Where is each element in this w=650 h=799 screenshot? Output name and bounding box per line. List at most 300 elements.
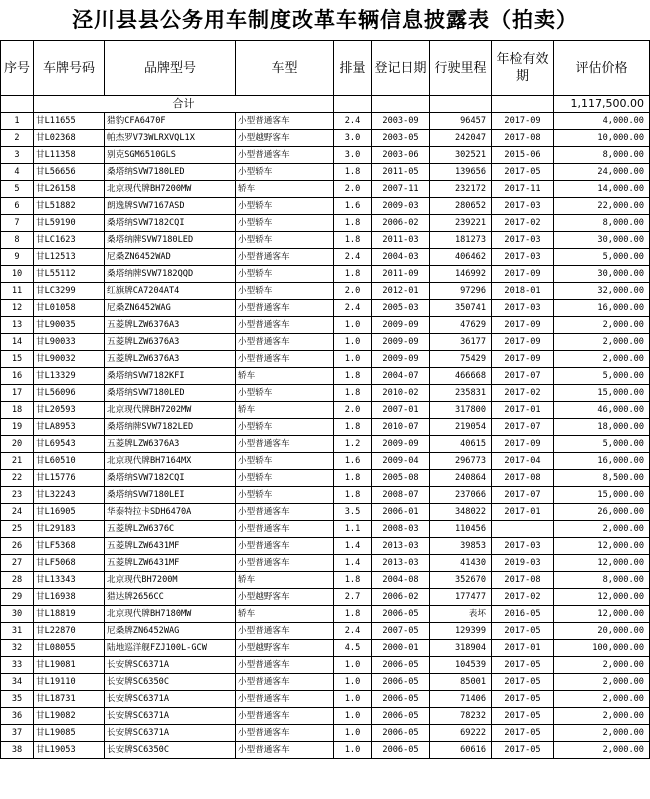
cell-plate: 甘L18819: [34, 606, 105, 623]
cell-model: 五菱牌LZW6376A3: [105, 351, 236, 368]
cell-price: 16,000.00: [554, 300, 650, 317]
cell-reg-date: 2006-05: [372, 742, 430, 759]
cell-type: 小型轿车: [236, 283, 334, 300]
cell-type: 轿车: [236, 181, 334, 198]
cell-price: 24,000.00: [554, 164, 650, 181]
cell-price: 15,000.00: [554, 385, 650, 402]
cell-price: 2,000.00: [554, 351, 650, 368]
cell-type: 轿车: [236, 572, 334, 589]
table-row: [1, 232, 650, 249]
cell-inspection: 2017-01: [492, 504, 554, 521]
cell-mileage: 71406: [430, 691, 492, 708]
cell-inspection: 2017-01: [492, 402, 554, 419]
table-row: [1, 419, 650, 436]
cell-index: 35: [1, 691, 34, 708]
cell-plate: 甘L11655: [34, 113, 105, 130]
table-row: [1, 402, 650, 419]
cell-mileage: 78232: [430, 708, 492, 725]
cell-inspection: 2017-08: [492, 130, 554, 147]
cell-inspection: 2017-09: [492, 436, 554, 453]
cell-mileage: 69222: [430, 725, 492, 742]
cell-type: 小型轿车: [236, 198, 334, 215]
cell-plate: 甘L16905: [34, 504, 105, 521]
cell-model: 尼桑ZN6452WAD: [105, 249, 236, 266]
cell-price: 12,000.00: [554, 589, 650, 606]
cell-displacement: 1.1: [334, 521, 372, 538]
cell-index: 15: [1, 351, 34, 368]
cell-mileage: 60616: [430, 742, 492, 759]
cell-plate: 甘L55112: [34, 266, 105, 283]
cell-mileage: 75429: [430, 351, 492, 368]
cell-reg-date: 2013-03: [372, 538, 430, 555]
cell-mileage: 317800: [430, 402, 492, 419]
cell-reg-date: 2003-09: [372, 113, 430, 130]
cell-inspection: 2017-03: [492, 198, 554, 215]
cell-index: 12: [1, 300, 34, 317]
cell-reg-date: 2008-07: [372, 487, 430, 504]
cell-index: 11: [1, 283, 34, 300]
cell-price: 12,000.00: [554, 538, 650, 555]
cell-type: 小型普通客车: [236, 521, 334, 538]
table-row: [1, 249, 650, 266]
table-row: [1, 657, 650, 674]
cell-mileage: 181273: [430, 232, 492, 249]
cell-displacement: 1.0: [334, 351, 372, 368]
cell-plate: 甘L51882: [34, 198, 105, 215]
cell-price: 2,000.00: [554, 708, 650, 725]
cell-reg-date: 2004-08: [372, 572, 430, 589]
cell-plate: 甘L18731: [34, 691, 105, 708]
cell-model: 桑塔纳SVW7182CQI: [105, 215, 236, 232]
cell-model: 北京现代牌BH7200MW: [105, 181, 236, 198]
cell-mileage: 139656: [430, 164, 492, 181]
cell-index: 21: [1, 453, 34, 470]
cell-index: 27: [1, 555, 34, 572]
cell-type: 小型轿车: [236, 419, 334, 436]
cell-price: 14,000.00: [554, 181, 650, 198]
cell-inspection: 2017-08: [492, 572, 554, 589]
cell-price: 8,000.00: [554, 215, 650, 232]
cell-mileage: 177477: [430, 589, 492, 606]
cell-type: 小型轿车: [236, 470, 334, 487]
table-row: [1, 266, 650, 283]
cell-type: 小型普通客车: [236, 147, 334, 164]
cell-type: 小型越野客车: [236, 130, 334, 147]
cell-inspection: 2017-09: [492, 351, 554, 368]
cell-plate: 甘LF5068: [34, 555, 105, 572]
cell-model: 桑塔纳SVW7182KFI: [105, 368, 236, 385]
cell-index: 37: [1, 725, 34, 742]
cell-plate: 甘L60510: [34, 453, 105, 470]
cell-price: 2,000.00: [554, 657, 650, 674]
cell-reg-date: 2009-09: [372, 436, 430, 453]
cell-price: 2,000.00: [554, 691, 650, 708]
cell-index: 25: [1, 521, 34, 538]
cell-inspection: 2017-05: [492, 742, 554, 759]
cell-mileage: 129399: [430, 623, 492, 640]
cell-inspection: 2017-05: [492, 657, 554, 674]
cell-reg-date: 2006-02: [372, 215, 430, 232]
cell-type: 小型轿车: [236, 487, 334, 504]
cell-model: 桑塔纳牌SVW7180LED: [105, 232, 236, 249]
cell-type: 小型普通客车: [236, 538, 334, 555]
cell-inspection: 2017-08: [492, 470, 554, 487]
table-row: [1, 300, 650, 317]
cell-mileage: 96457: [430, 113, 492, 130]
cell-displacement: 1.0: [334, 725, 372, 742]
header-row: [1, 41, 650, 96]
cell-reg-date: 2000-01: [372, 640, 430, 657]
cell-plate: 甘L19053: [34, 742, 105, 759]
cell-mileage: 302521: [430, 147, 492, 164]
cell-model: 帕杰罗V73WLRXVQL1X: [105, 130, 236, 147]
cell-displacement: 2.0: [334, 283, 372, 300]
table-row: [1, 283, 650, 300]
cell-inspection: 2017-11: [492, 181, 554, 198]
cell-mileage: 36177: [430, 334, 492, 351]
cell-inspection: 2017-07: [492, 487, 554, 504]
cell-mileage: 280652: [430, 198, 492, 215]
cell-model: 五菱牌LZW6376C: [105, 521, 236, 538]
cell-model: 猎达牌2656CC: [105, 589, 236, 606]
cell-index: 2: [1, 130, 34, 147]
cell-model: 五菱牌LZW6376A3: [105, 436, 236, 453]
cell-mileage: 296773: [430, 453, 492, 470]
cell-displacement: 1.0: [334, 691, 372, 708]
cell-price: 2,000.00: [554, 317, 650, 334]
cell-price: 5,000.00: [554, 436, 650, 453]
cell-type: 轿车: [236, 368, 334, 385]
table-row: [1, 623, 650, 640]
table-row: [1, 368, 650, 385]
cell-price: 10,000.00: [554, 130, 650, 147]
cell-type: 小型普通客车: [236, 657, 334, 674]
table-row: [1, 606, 650, 623]
cell-price: 30,000.00: [554, 232, 650, 249]
cell-price: 2,000.00: [554, 334, 650, 351]
cell-model: 长安牌SC6350C: [105, 742, 236, 759]
header-price: 评估价格: [554, 41, 650, 96]
table-row: [1, 742, 650, 759]
cell-displacement: 2.4: [334, 623, 372, 640]
cell-price: 2,000.00: [554, 742, 650, 759]
cell-reg-date: 2007-01: [372, 402, 430, 419]
cell-price: 20,000.00: [554, 623, 650, 640]
cell-inspection: 2017-02: [492, 215, 554, 232]
cell-model: 桑塔纳SVW7180LED: [105, 385, 236, 402]
cell-reg-date: 2011-09: [372, 266, 430, 283]
cell-type: 小型普通客车: [236, 691, 334, 708]
cell-inspection: 2017-05: [492, 623, 554, 640]
cell-displacement: 1.8: [334, 368, 372, 385]
header-index: 序号: [1, 41, 34, 96]
cell-mileage: 350741: [430, 300, 492, 317]
table-row: [1, 521, 650, 538]
cell-price: 2,000.00: [554, 725, 650, 742]
cell-plate: 甘L90032: [34, 351, 105, 368]
cell-inspection: 2015-06: [492, 147, 554, 164]
table-row: [1, 538, 650, 555]
cell-index: 22: [1, 470, 34, 487]
cell-reg-date: 2006-05: [372, 606, 430, 623]
table-row: [1, 453, 650, 470]
cell-inspection: 2017-02: [492, 385, 554, 402]
cell-inspection: 2017-07: [492, 368, 554, 385]
header-plate: 车牌号码: [34, 41, 105, 96]
cell-model: 红旗牌CA7204AT4: [105, 283, 236, 300]
cell-mileage: 219054: [430, 419, 492, 436]
cell-index: 6: [1, 198, 34, 215]
table-row: [1, 470, 650, 487]
cell-reg-date: 2006-05: [372, 657, 430, 674]
cell-reg-date: 2009-03: [372, 198, 430, 215]
cell-inspection: 2017-03: [492, 538, 554, 555]
cell-displacement: 1.0: [334, 657, 372, 674]
cell-price: 2,000.00: [554, 674, 650, 691]
cell-model: 北京现代牌BH7202MW: [105, 402, 236, 419]
cell-model: 猎豹CFA6470F: [105, 113, 236, 130]
cell-price: 4,000.00: [554, 113, 650, 130]
cell-reg-date: 2009-04: [372, 453, 430, 470]
cell-inspection: 2016-05: [492, 606, 554, 623]
cell-inspection: 2017-03: [492, 232, 554, 249]
cell-model: 桑塔纳SVW7182CQI: [105, 470, 236, 487]
table-row: [1, 640, 650, 657]
cell-displacement: 2.4: [334, 249, 372, 266]
cell-index: 7: [1, 215, 34, 232]
table-row: [1, 164, 650, 181]
cell-inspection: 2017-05: [492, 725, 554, 742]
cell-reg-date: 2008-03: [372, 521, 430, 538]
cell-index: 1: [1, 113, 34, 130]
cell-plate: 甘L15776: [34, 470, 105, 487]
cell-index: 4: [1, 164, 34, 181]
cell-model: 五菱牌LZW6431MF: [105, 538, 236, 555]
cell-displacement: 3.0: [334, 147, 372, 164]
cell-mileage: 47629: [430, 317, 492, 334]
cell-reg-date: 2003-06: [372, 147, 430, 164]
cell-displacement: 2.7: [334, 589, 372, 606]
cell-plate: 甘L56656: [34, 164, 105, 181]
table-row: [1, 385, 650, 402]
cell-model: 北京现代牌BH7164MX: [105, 453, 236, 470]
cell-reg-date: 2006-05: [372, 674, 430, 691]
cell-reg-date: 2009-09: [372, 317, 430, 334]
cell-index: 26: [1, 538, 34, 555]
cell-model: 长安牌SC6371A: [105, 725, 236, 742]
cell-inspection: 2017-03: [492, 249, 554, 266]
header-reg-date: 登记日期: [372, 41, 430, 96]
cell-model: 长安牌SC6371A: [105, 708, 236, 725]
cell-model: 尼桑ZN6452WAG: [105, 300, 236, 317]
table-row: [1, 487, 650, 504]
cell-index: 32: [1, 640, 34, 657]
cell-displacement: 1.8: [334, 385, 372, 402]
cell-reg-date: 2006-05: [372, 708, 430, 725]
cell-type: 小型越野客车: [236, 640, 334, 657]
cell-type: 小型轿车: [236, 266, 334, 283]
cell-type: 小型普通客车: [236, 555, 334, 572]
cell-price: 22,000.00: [554, 198, 650, 215]
cell-plate: 甘L29183: [34, 521, 105, 538]
cell-plate: 甘L19082: [34, 708, 105, 725]
cell-type: 小型普通客车: [236, 300, 334, 317]
cell-price: 30,000.00: [554, 266, 650, 283]
cell-reg-date: 2006-05: [372, 691, 430, 708]
cell-index: 28: [1, 572, 34, 589]
cell-inspection: 2017-05: [492, 164, 554, 181]
cell-inspection: 2018-01: [492, 283, 554, 300]
cell-price: 5,000.00: [554, 249, 650, 266]
cell-inspection: [492, 521, 554, 538]
cell-plate: 甘L90033: [34, 334, 105, 351]
cell-index: 17: [1, 385, 34, 402]
cell-displacement: 1.8: [334, 572, 372, 589]
table-row: [1, 504, 650, 521]
cell-type: 小型普通客车: [236, 504, 334, 521]
cell-type: 小型普通客车: [236, 623, 334, 640]
cell-displacement: 1.8: [334, 470, 372, 487]
cell-index: 3: [1, 147, 34, 164]
cell-mileage: 239221: [430, 215, 492, 232]
cell-price: 8,000.00: [554, 147, 650, 164]
cell-plate: 甘L19085: [34, 725, 105, 742]
cell-reg-date: 2009-09: [372, 351, 430, 368]
cell-inspection: 2017-05: [492, 674, 554, 691]
cell-mileage: 235831: [430, 385, 492, 402]
cell-index: 24: [1, 504, 34, 521]
cell-plate: 甘LA8953: [34, 419, 105, 436]
cell-reg-date: 2009-09: [372, 334, 430, 351]
cell-plate: 甘L13343: [34, 572, 105, 589]
cell-model: 桑塔纳SVW7180LEI: [105, 487, 236, 504]
cell-displacement: 2.0: [334, 402, 372, 419]
cell-model: 长安牌SC6350C: [105, 674, 236, 691]
cell-model: 五菱牌LZW6376A3: [105, 317, 236, 334]
cell-index: 14: [1, 334, 34, 351]
cell-mileage: 352670: [430, 572, 492, 589]
cell-mileage: 232172: [430, 181, 492, 198]
cell-reg-date: 2003-05: [372, 130, 430, 147]
cell-plate: 甘L69543: [34, 436, 105, 453]
cell-model: 北京现代BH7200M: [105, 572, 236, 589]
cell-price: 46,000.00: [554, 402, 650, 419]
cell-mileage: 146992: [430, 266, 492, 283]
cell-model: 桑塔纳SVW7180LED: [105, 164, 236, 181]
cell-model: 北京现代牌BH7180MW: [105, 606, 236, 623]
cell-model: 桑塔纳牌SVW7182QQD: [105, 266, 236, 283]
cell-mileage: 318904: [430, 640, 492, 657]
table-row: [1, 436, 650, 453]
cell-displacement: 2.4: [334, 300, 372, 317]
header-mileage: 行驶里程: [430, 41, 492, 96]
cell-type: 小型普通客车: [236, 674, 334, 691]
cell-price: 32,000.00: [554, 283, 650, 300]
cell-type: 小型普通客车: [236, 436, 334, 453]
cell-mileage: 240864: [430, 470, 492, 487]
table-row: [1, 708, 650, 725]
table-row: [1, 198, 650, 215]
cell-index: 18: [1, 402, 34, 419]
table-row: [1, 589, 650, 606]
cell-price: 8,500.00: [554, 470, 650, 487]
cell-reg-date: 2010-02: [372, 385, 430, 402]
header-model: 品牌型号: [105, 41, 236, 96]
cell-mileage: 348022: [430, 504, 492, 521]
cell-index: 13: [1, 317, 34, 334]
cell-reg-date: 2011-05: [372, 164, 430, 181]
cell-index: 23: [1, 487, 34, 504]
cell-model: 五菱牌LZW6431MF: [105, 555, 236, 572]
cell-plate: 甘LC1623: [34, 232, 105, 249]
cell-mileage: 110456: [430, 521, 492, 538]
cell-index: 19: [1, 419, 34, 436]
table-row: [1, 691, 650, 708]
table-row: [1, 674, 650, 691]
cell-index: 29: [1, 589, 34, 606]
cell-plate: 甘LF5368: [34, 538, 105, 555]
cell-mileage: 406462: [430, 249, 492, 266]
cell-type: 小型普通客车: [236, 742, 334, 759]
cell-reg-date: 2012-01: [372, 283, 430, 300]
cell-model: 长安牌SC6371A: [105, 691, 236, 708]
cell-type: 小型普通客车: [236, 725, 334, 742]
total-label: 合计: [34, 96, 334, 113]
table-row: [1, 147, 650, 164]
cell-type: 小型轿车: [236, 385, 334, 402]
cell-model: 别克SGM6510GLS: [105, 147, 236, 164]
cell-mileage: 41430: [430, 555, 492, 572]
cell-displacement: 1.8: [334, 215, 372, 232]
cell-mileage: 237066: [430, 487, 492, 504]
cell-plate: 甘L19081: [34, 657, 105, 674]
cell-displacement: 2.0: [334, 181, 372, 198]
cell-index: 38: [1, 742, 34, 759]
cell-plate: 甘L19110: [34, 674, 105, 691]
cell-inspection: 2017-09: [492, 334, 554, 351]
cell-mileage: 97296: [430, 283, 492, 300]
cell-reg-date: 2013-03: [372, 555, 430, 572]
cell-displacement: 1.8: [334, 266, 372, 283]
cell-mileage: 85001: [430, 674, 492, 691]
cell-displacement: 1.4: [334, 538, 372, 555]
total-row: [1, 96, 650, 113]
cell-plate: 甘L59190: [34, 215, 105, 232]
cell-mileage: 40615: [430, 436, 492, 453]
cell-displacement: 1.8: [334, 164, 372, 181]
cell-index: 5: [1, 181, 34, 198]
cell-displacement: 1.6: [334, 198, 372, 215]
cell-price: 100,000.00: [554, 640, 650, 657]
cell-displacement: 3.0: [334, 130, 372, 147]
cell-inspection: 2017-05: [492, 691, 554, 708]
cell-type: 小型普通客车: [236, 708, 334, 725]
cell-type: 轿车: [236, 402, 334, 419]
cell-index: 31: [1, 623, 34, 640]
cell-displacement: 1.0: [334, 708, 372, 725]
cell-model: 华泰特拉卡SDH6470A: [105, 504, 236, 521]
table-row: [1, 351, 650, 368]
cell-index: 30: [1, 606, 34, 623]
cell-plate: 甘L90035: [34, 317, 105, 334]
cell-inspection: 2017-09: [492, 266, 554, 283]
cell-index: 36: [1, 708, 34, 725]
cell-index: 20: [1, 436, 34, 453]
table-row: [1, 113, 650, 130]
table-row: [1, 334, 650, 351]
cell-plate: 甘L22870: [34, 623, 105, 640]
table-row: [1, 130, 650, 147]
